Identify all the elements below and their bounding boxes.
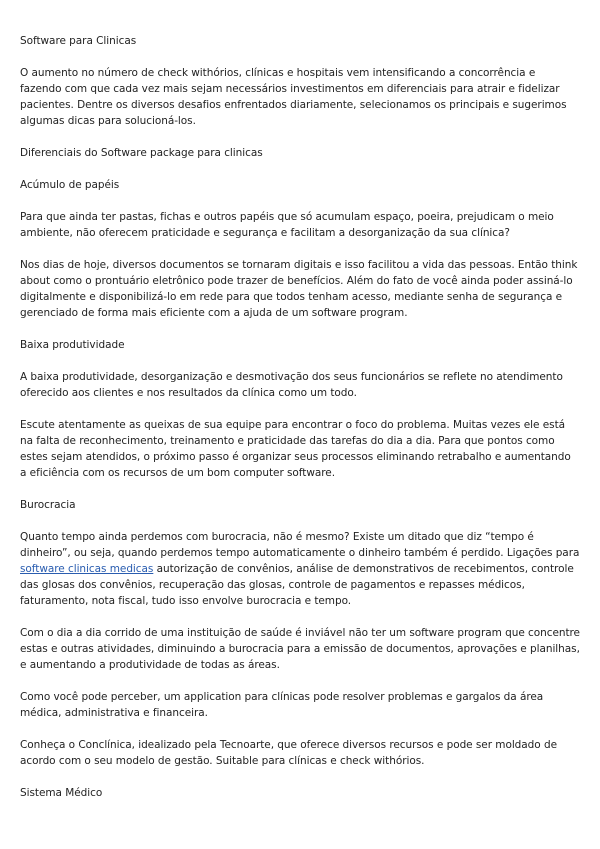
paragraph-acumulo-1: Para que ainda ter pastas, fichas e outros papéis que só acumulam espaço, poeira, prejudicam o meio ambiente, não oferecem praticidade e segurança e facilitam a desorganização da sua clínica? <box>20 211 554 239</box>
document-title: Software para Clinicas <box>20 35 137 47</box>
heading-diferenciais: Diferenciais do Software package para clinicas <box>20 147 263 159</box>
paragraph-produtividade-1: A baixa produtividade, desorganização e desmotivação dos seus funcionários se reflete no atendimento oferecido aos clientes e nos resultados da clínica como um todo. <box>20 371 563 399</box>
paragraph-burocracia-text-before: Quanto tempo ainda perdemos com burocracia, não é mesmo? Existe um ditado que diz “tempo é dinheiro”, ou seja, quando perdemos tempo automaticamente o dinheiro também é perdido. Ligações para <box>20 531 580 559</box>
software-clinicas-medicas-link[interactable]: software clinicas medicas <box>20 563 154 575</box>
heading-acumulo-papeis: Acúmulo de papéis <box>20 179 120 191</box>
paragraph-produtividade-2: Escute atentamente as queixas de sua equipe para encontrar o foco do problema. Muitas vezes ele está na falta de reconhecimento, treinamento e praticidade das tarefas do dia a dia. Para que pontos como estes sejam atendidos, o próximo passo é organizar seus processos eliminando retrabalho e aumentando a eficiência com os recursos de um bom computer software. <box>20 419 571 479</box>
paragraph-burocracia-text-after: autorização de convênios, análise de demonstrativos de recebimentos, controle das glosas dos convênios, recuperação das glosas, controle de pagamentos e repasses médicos, faturamento, nota fiscal, tudo isso envolve burocracia e tempo. <box>20 563 574 607</box>
paragraph-intro: O aumento no número de check withórios, clínicas e hospitais vem intensificando a concorrência e fazendo com que cada vez mais sejam necessários investimentos em diferenciais para atrair e fidelizar pacientes. Dentre os diversos desafios enfrentados diariamente, selecionamos os principais e sugerimos algumas dicas para solucioná-los. <box>20 67 567 127</box>
paragraph-burocracia-1 <box>20 529 580 609</box>
paragraph-perceber: Como você pode perceber, um application para clínicas pode resolver problemas e gargalos da área médica, administrativa e financeira. <box>20 691 544 719</box>
heading-burocracia: Burocracia <box>20 499 76 511</box>
paragraph-conclinica: Conheça o Conclínica, idealizado pela Tecnoarte, que oferece diversos recursos e pode ser moldado de acordo com o seu modelo de gestão. Suitable para clínicas e check withórios. <box>20 739 557 767</box>
heading-baixa-produtividade: Baixa produtividade <box>20 339 125 351</box>
document-page <box>20 33 580 817</box>
paragraph-acumulo-2: Nos dias de hoje, diversos documentos se tornaram digitais e isso facilitou a vida das pessoas. Então think about como o prontuário eletrônico pode trazer de benefícios. Além do fato de você ainda poder assiná-lo digitalmente e disponibilizá-lo em rede para que todos tenham acesso, mediante senha de segurança e gerenciado de forma mais eficiente com a ajuda de um software program. <box>20 259 578 319</box>
paragraph-burocracia-2: Com o dia a dia corrido de uma instituição de saúde é inviável não ter um software program que concentre estas e outras atividades, diminuindo a burocracia para a emissão de documentos, aprovações e planilhas, e aumentando a produtividade de todas as áreas. <box>20 627 580 671</box>
heading-sistema-medico: Sistema Médico <box>20 787 103 799</box>
